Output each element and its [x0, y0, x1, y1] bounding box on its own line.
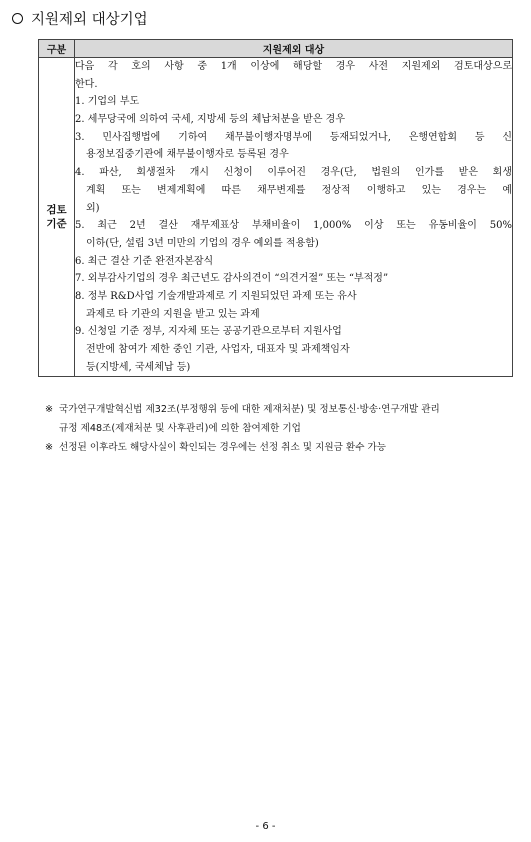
- section-heading-text: 지원제외 대상기업: [31, 11, 148, 28]
- reference-mark-icon: ※: [45, 442, 54, 453]
- circle-bullet-icon: [12, 13, 23, 24]
- criteria-line: 등(지방세, 국세체납 등): [86, 361, 191, 373]
- criteria-line: 9. 신청일 기준 정부, 지자체 또는 공공기관으로부터 지원사업: [75, 326, 342, 338]
- criteria-line: 8. 정부 R&D사업 기술개발과제로 기 지원되었던 과제 또는 유사: [75, 290, 357, 302]
- criteria-line: 3. 민사집행법에 기하여 채무불이행자명부에 등재되었거나, 은행연합회 등 신: [75, 131, 512, 143]
- criteria-line: 계획 또는 변제계획에 따른 채무변제를 정상적 이행하고 있는 경우는 예: [86, 184, 512, 196]
- criteria-line: 전반에 참여가 제한 중인 기관, 사업자, 대표자 및 과제책임자: [86, 344, 350, 355]
- criteria-line: 용정보집중기관에 채무불이행자로 등록된 경우: [86, 149, 289, 161]
- criteria-line: 이하(단, 설립 3년 미만의 기업의 경우 예외를 적용함): [86, 237, 319, 249]
- note-text: 국가연구개발혁신법 제32조(부정행위 등에 대한 제재처분) 및 정보통신·방송·연구개발 관리: [59, 404, 440, 415]
- notes: [45, 400, 520, 457]
- criteria-line: 6. 최근 결산 기준 완전자본잠식: [75, 255, 214, 267]
- exclusion-criteria-table: [38, 39, 513, 377]
- note-item: [45, 400, 520, 419]
- table-row: [39, 58, 513, 377]
- category-line: 검토: [46, 204, 67, 217]
- criteria-line: 2. 세무당국에 의하여 국세, 지방세 등의 체납처분을 받은 경우: [75, 114, 345, 126]
- category-cell: [39, 58, 75, 377]
- criteria-line: 다음 각 호의 사항 중 1개 이상에 해당할 경우 사전 지원제외 검토대상으로: [75, 61, 512, 72]
- criteria-line: 5. 최근 2년 결산 재무제표상 부채비율이 1,000% 이상 또는 유동비율이 50%: [75, 220, 512, 232]
- header-category: 구분: [39, 40, 75, 58]
- note-item: [45, 438, 520, 457]
- reference-mark-icon: ※: [45, 404, 54, 415]
- criteria-line: 한다.: [75, 78, 98, 90]
- header-content: 지원제외 대상: [75, 40, 513, 58]
- criteria-line: 외): [86, 202, 100, 214]
- criteria-line: 과제로 타 기관의 지원을 받고 있는 과제: [86, 308, 260, 320]
- note-text: 선정된 이후라도 해당사실이 확인되는 경우에는 선정 취소 및 지원금 환수 가능: [59, 442, 387, 453]
- category-line: 기준: [46, 218, 67, 231]
- note-continuation: 규정 제48조(제재처분 및 사후관리)에 의한 참여제한 기업: [59, 423, 301, 434]
- criteria-line: 1. 기업의 부도: [75, 96, 140, 108]
- criteria-content: [75, 58, 513, 377]
- criteria-line: 4. 파산, 회생절차 개시 신청이 이루어진 경우(단, 법원의 인가를 받은 회생: [75, 167, 512, 179]
- page-number: - 6 -: [255, 821, 276, 832]
- criteria-line: 7. 외부감사기업의 경우 최근년도 감사의견이 “의견거절” 또는 “부적정”: [75, 273, 389, 285]
- table-header-row: [39, 40, 513, 58]
- section-heading: [12, 7, 148, 29]
